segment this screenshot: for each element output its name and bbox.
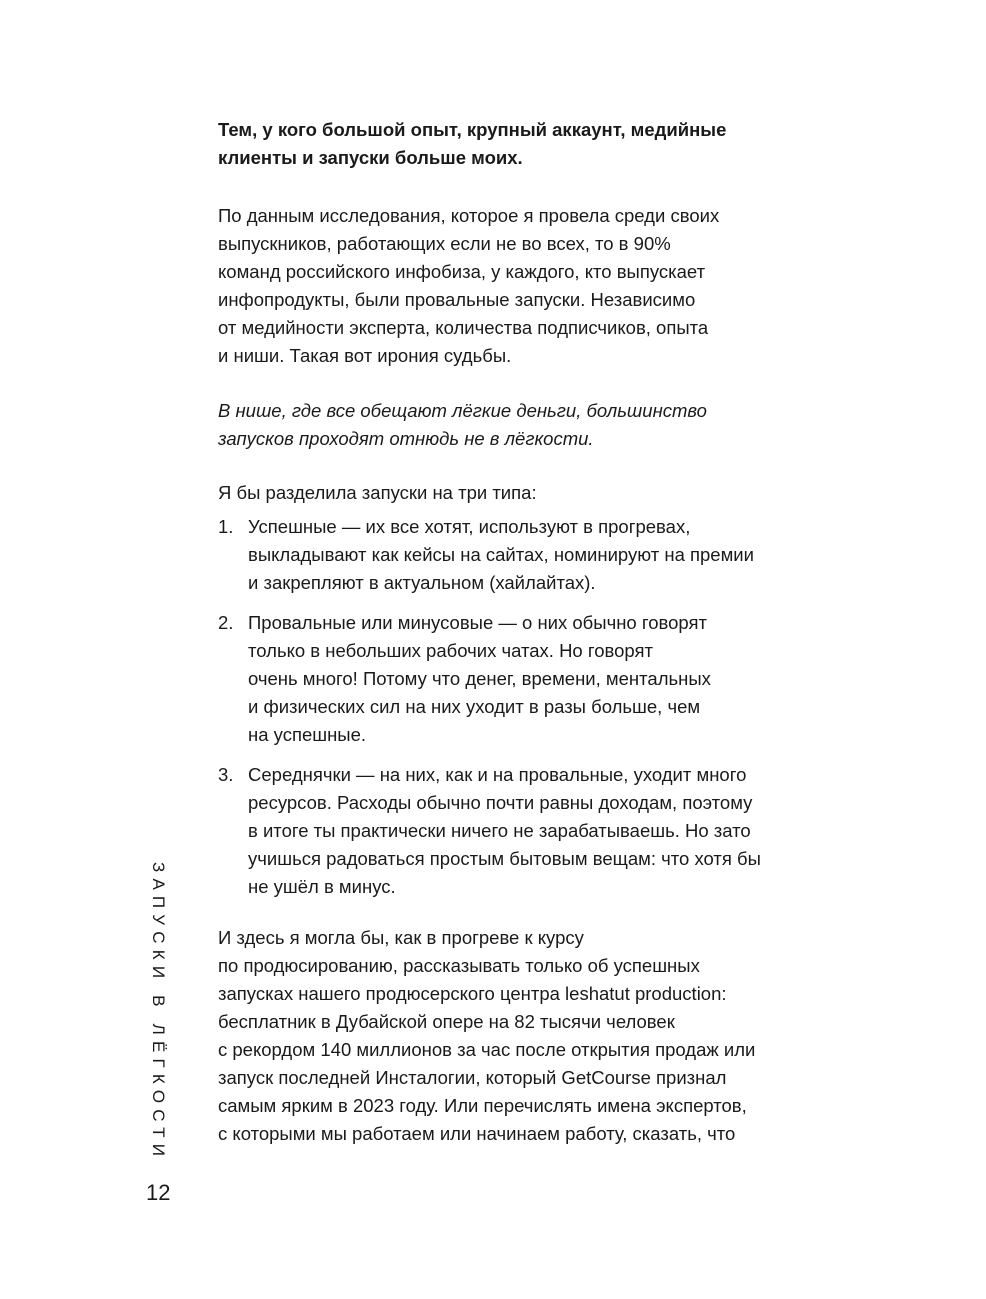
paragraph-line: самым ярким в 2023 году. Или перечислять имена экспертов, [218,1095,747,1116]
list-line: очень много! Потому что денег, времени, ментальных [248,668,711,689]
paragraph-line: с рекордом 140 миллионов за час после открытия продаж или [218,1039,756,1060]
main-text-block [218,116,858,1148]
paragraph-line: и ниши. Такая вот ирония судьбы. [218,345,512,366]
list-line: Успешные — их все хотят, используют в прогревах, [248,516,691,537]
list-intro-line: Я бы разделила запуски на три типа: [218,482,537,503]
page-number: 12 [146,1180,171,1205]
list-item-successful [218,513,858,597]
paragraph-line: команд российского инфобиза, у каждого, кто выпускает [218,261,706,282]
paragraph-line: инфопродукты, были провальные запуски. Независимо [218,289,696,310]
paragraph-line: бесплатник в Дубайской опере на 82 тысячи человек [218,1011,675,1032]
bold-heading [218,116,858,172]
paragraph-line: с которыми мы работаем или начинаем работу, сказать, что [218,1123,736,1144]
paragraph-line: по продюсированию, рассказывать только об успешных [218,955,700,976]
list-line: учишься радоваться простым бытовым вещам: что хотя бы [248,848,761,869]
running-title: ЗАПУСКИ В ЛЁГКОСТИ [149,862,168,1163]
paragraph-line: запусках нашего продюсерского центра leshatut production: [218,983,727,1004]
quote-line: запусков проходят отнюдь не в лёгкости. [218,428,594,449]
quote-line: В нише, где все обещают лёгкие деньги, большинство [218,400,707,421]
heading-line: клиенты и запуски больше моих. [218,147,523,168]
list-line: в итоге ты практически ничего не зарабатываешь. Но зато [248,820,751,841]
list-line: выкладывают как кейсы на сайтах, номинируют на премии [248,544,754,565]
paragraph-line: от медийности эксперта, количества подписчиков, опыта [218,317,709,338]
launch-types-list [218,513,858,901]
list-line: не ушёл в минус. [248,876,396,897]
list-line: Провальные или минусовые — о них обычно говорят [248,612,707,633]
list-line: и физических сил на них уходит в разы больше, чем [248,696,701,717]
paragraph-line: По данным исследования, которое я провела среди своих [218,205,720,226]
list-item-average [218,761,858,901]
paragraph-line: И здесь я могла бы, как в прогреве к курсу [218,927,584,948]
list-line: и закрепляют в актуальном (хайлайтах). [248,572,596,593]
paragraph-line: выпускников, работающих если не во всех, то в 90% [218,233,671,254]
list-line: только в небольших рабочих чатах. Но говорят [248,640,653,661]
list-number: 3. [218,764,234,785]
list-intro [218,479,858,507]
heading-line: Тем, у кого большой опыт, крупный аккаунт, медийные [218,119,727,140]
italic-quote [218,397,858,453]
list-number: 2. [218,612,234,633]
paragraph-research [218,202,858,370]
list-line: на успешные. [248,724,367,745]
list-item-failed [218,609,858,749]
paragraph-producer-center [218,924,858,1148]
list-line: Середнячки — на них, как и на провальные, уходит много [248,764,747,785]
list-number: 1. [218,516,234,537]
paragraph-line: запуск последней Инсталогии, который GetCourse признал [218,1067,727,1088]
list-line: ресурсов. Расходы обычно почти равны доходам, поэтому [248,792,753,813]
